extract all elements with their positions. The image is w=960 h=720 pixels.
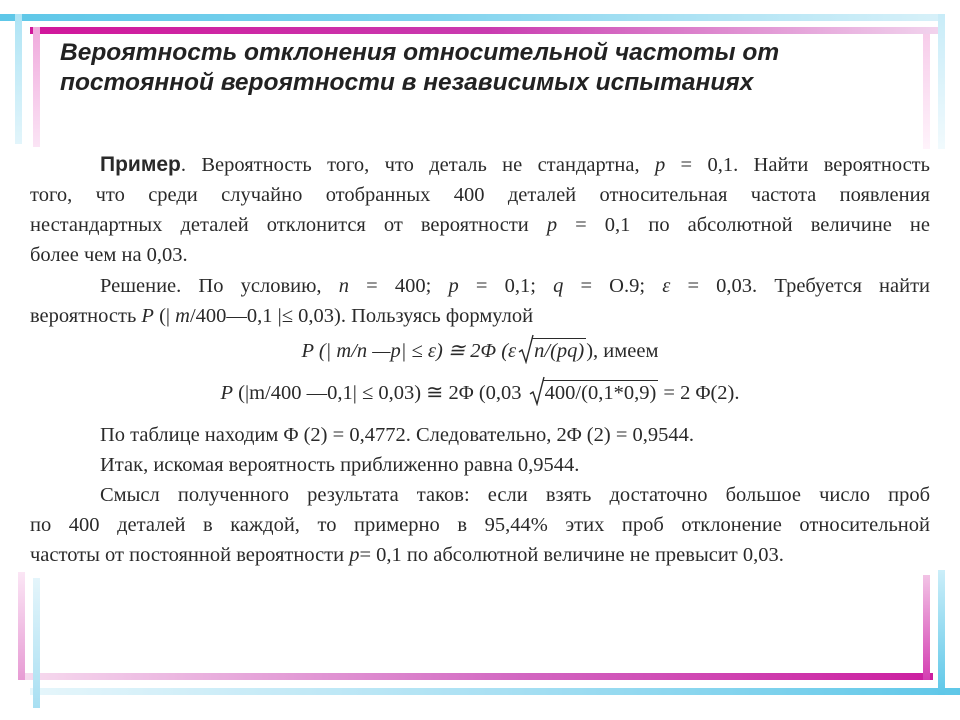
frame-right-cyan-lower-bar [938, 570, 945, 695]
frame-left-magenta-lower-bar [18, 572, 25, 680]
example-document [30, 150, 930, 575]
meaning-line-3: частоты от постоянной вероятности p= 0,1 по абсолютной величине не превысит 0,03. [30, 544, 784, 566]
sqrt-symbol: 400/(0,1*0,9) [529, 378, 659, 409]
formula-2: P (|m/400 —0,1| ≤ 0,03) ≅ 2Φ (0,03 400/(0,1*0,9) = 2 Φ(2). [30, 378, 930, 409]
frame-bottom-cyan-bar [30, 688, 960, 695]
frame-top-magenta-bar [30, 27, 945, 34]
frame-top-cyan-bar [0, 14, 945, 21]
slide-title-line-2: постоянной вероятности в независимых испытаниях [60, 69, 754, 96]
slide-title-line-1: Вероятность отклонения относительной частоты от [60, 39, 780, 66]
example-line-4: более чем на 0,03. [30, 244, 188, 266]
frame-right-cyan-bar [938, 14, 945, 149]
formula-1: P (| m/n —p| ≤ ε) ≅ 2Φ (ε n/(pq)), имеем [30, 336, 930, 367]
table-lookup-line: По таблице находим Φ (2) = 0,4772. Следовательно, 2Φ (2) = 0,9544. [100, 424, 695, 446]
frame-left-cyan-lower-bar [33, 578, 40, 708]
example-label: Пример [100, 153, 181, 176]
meaning-line-2: по 400 деталей в каждой, то примерно в 95,44% этих проб отклонение относительной [30, 514, 930, 536]
example-line-1: Пример. Вероятность того, что деталь не стандартна, p = 0,1. Найти вероятность [100, 153, 930, 176]
frame-right-magenta-lower-bar [923, 572, 930, 680]
slide-title [60, 38, 920, 98]
frame-bottom-magenta-bar [18, 673, 933, 680]
sqrt-symbol: n/(pq) [518, 336, 586, 367]
meaning-line-1: Смысл полученного результата таков: если взять достаточно большое число проб [100, 484, 930, 506]
example-line-3: нестандартных деталей отклонится от вероятности p = 0,1 по абсолютной величине не [30, 214, 931, 236]
frame-right-magenta-bar [923, 34, 930, 149]
frame-left-cyan-bar [15, 14, 22, 144]
example-line-2: того, что среди случайно отобранных 400 деталей относительная частота появления [30, 184, 930, 206]
frame-left-magenta-bar [33, 27, 40, 147]
solution-line-2: вероятность P (| m/400—0,1 |≤ 0,03). Пользуясь формулой [30, 305, 534, 327]
solution-line-1: Решение. По условию, n = 400; p = 0,1; q = О.9; ε = 0,03. Требуется найти [100, 275, 931, 297]
answer-line: Итак, искомая вероятность приближенно равна 0,9544. [100, 454, 580, 476]
